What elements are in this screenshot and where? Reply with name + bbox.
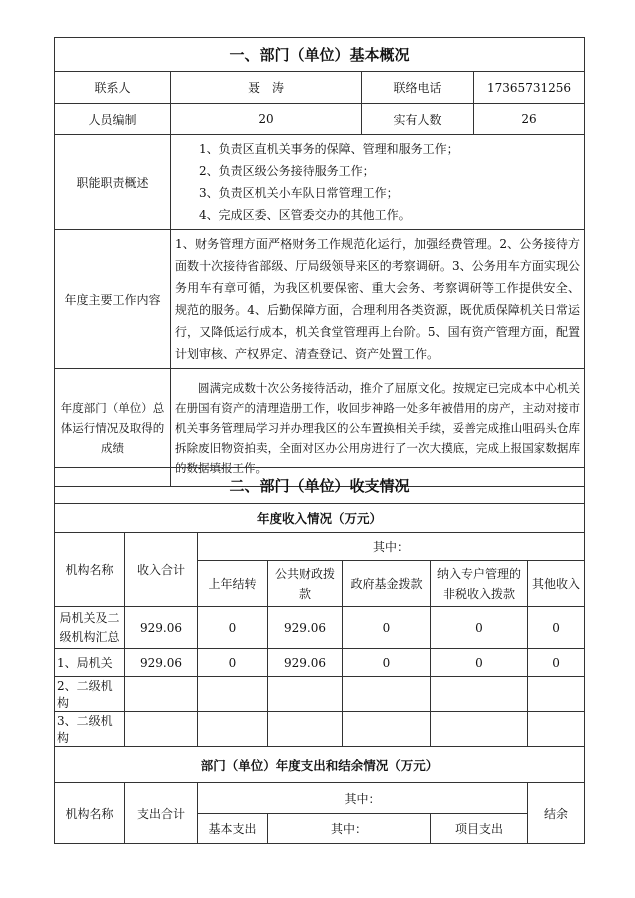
duties-list [171,135,585,230]
table-row [55,677,585,712]
expense-basic-header: 基本支出 [198,814,268,844]
income-title: 年度收入情况（万元） [55,504,585,533]
expense-of-which-header: 其中： [198,783,528,814]
row-name: 1、局机关 [55,649,125,677]
duties-label: 职能职责概述 [55,135,171,230]
overall-text: 圆满完成数十次公务接待活动，推介了屈原文化。按规定已完成本中心机关在册国有资产的清理造册工作，收回步神路一处多年被借用的房产，主动对接市机关事务管理局学习并办理我区的公车置换相关手续，妥善完成推山咀码头仓库拆除废旧物资拍卖，全面对区办公用房进行了一次大摸底，完成上报国家数据库的数据填报工作。 [171,369,585,487]
overall-label: 年度部门（单位）总体运行情况及取得的成绩 [55,369,171,487]
actual-value: 26 [474,104,585,135]
row-cell: 0 [198,607,268,649]
expense-project-header: 项目支出 [431,814,528,844]
row-cell: 0 [431,607,528,649]
contact-value: 聂 涛 [171,72,362,104]
finance-table [54,467,585,844]
row-cell [198,712,268,747]
income-col-header: 其他收入 [528,561,585,607]
row-total [125,712,198,747]
expense-org-header: 机构名称 [55,783,125,844]
income-col-header: 政府基金拨款 [343,561,431,607]
row-cell [343,712,431,747]
table-row [55,712,585,747]
row-cell [528,677,585,712]
expense-total-header: 支出合计 [125,783,198,844]
phone-value: 17365731256 [474,72,585,104]
row-name: 2、二级机构 [55,677,125,712]
row-cell: 0 [528,649,585,677]
row-cell: 0 [343,607,431,649]
row-total: 929.06 [125,607,198,649]
expense-title: 部门（单位）年度支出和结余情况（万元） [55,747,585,783]
income-of-which-header: 其中： [198,533,585,561]
annual-work-label: 年度主要工作内容 [55,230,171,369]
duty-item: 3、负责区机关小车队日常管理工作； [199,186,399,200]
row-cell: 929.06 [268,649,343,677]
phone-label: 联络电话 [362,72,474,104]
annual-work-text: 1、财务管理方面严格财务工作规范化运行，加强经费管理。2、公务接待方面数十次接待省部级、厅局级领导来区的考察调研。3、公务用车方面实现公务用车有章可循，为我区机要保密、重大会务、考察调研等工作提供安全、规范的服务。4、后勤保障方面，合理利用各类资源，既优质保障机关日常运行，又降低运行成本，机关食堂管理再上台阶。5、国有资产管理方面，配置计划审核、产权界定、清查登记、资产处置工作。 [171,230,585,369]
duty-item: 1、负责区直机关事务的保障、管理和服务工作； [199,142,459,156]
row-cell: 0 [431,649,528,677]
row-total: 929.06 [125,649,198,677]
income-org-header: 机构名称 [55,533,125,607]
row-cell [198,677,268,712]
row-name: 局机关及二级机构汇总 [55,607,125,649]
row-cell: 0 [343,649,431,677]
row-cell [528,712,585,747]
row-cell: 0 [528,607,585,649]
row-cell [431,677,528,712]
row-cell [431,712,528,747]
row-total [125,677,198,712]
expense-sub-of-which-header: 其中： [268,814,431,844]
section2-title: 二、部门（单位）收支情况 [55,468,585,504]
row-cell: 929.06 [268,607,343,649]
duty-item: 2、负责区级公务接待服务工作； [199,164,375,178]
basic-info-table [54,37,585,487]
row-cell [343,677,431,712]
section1-title: 一、部门（单位）基本概况 [55,38,585,72]
row-name: 3、二级机构 [55,712,125,747]
income-total-header: 收入合计 [125,533,198,607]
table-row [55,649,585,677]
staff-value: 20 [171,104,362,135]
income-col-header: 公共财政拨款 [268,561,343,607]
actual-label: 实有人数 [362,104,474,135]
row-cell [268,712,343,747]
row-cell [268,677,343,712]
contact-label: 联系人 [55,72,171,104]
expense-balance-header: 结余 [528,783,585,844]
duty-item: 4、完成区委、区管委交办的其他工作。 [199,208,411,222]
income-col-header: 纳入专户管理的非税收入拨款 [431,561,528,607]
income-col-header: 上年结转 [198,561,268,607]
row-cell: 0 [198,649,268,677]
table-row [55,607,585,649]
staff-label: 人员编制 [55,104,171,135]
